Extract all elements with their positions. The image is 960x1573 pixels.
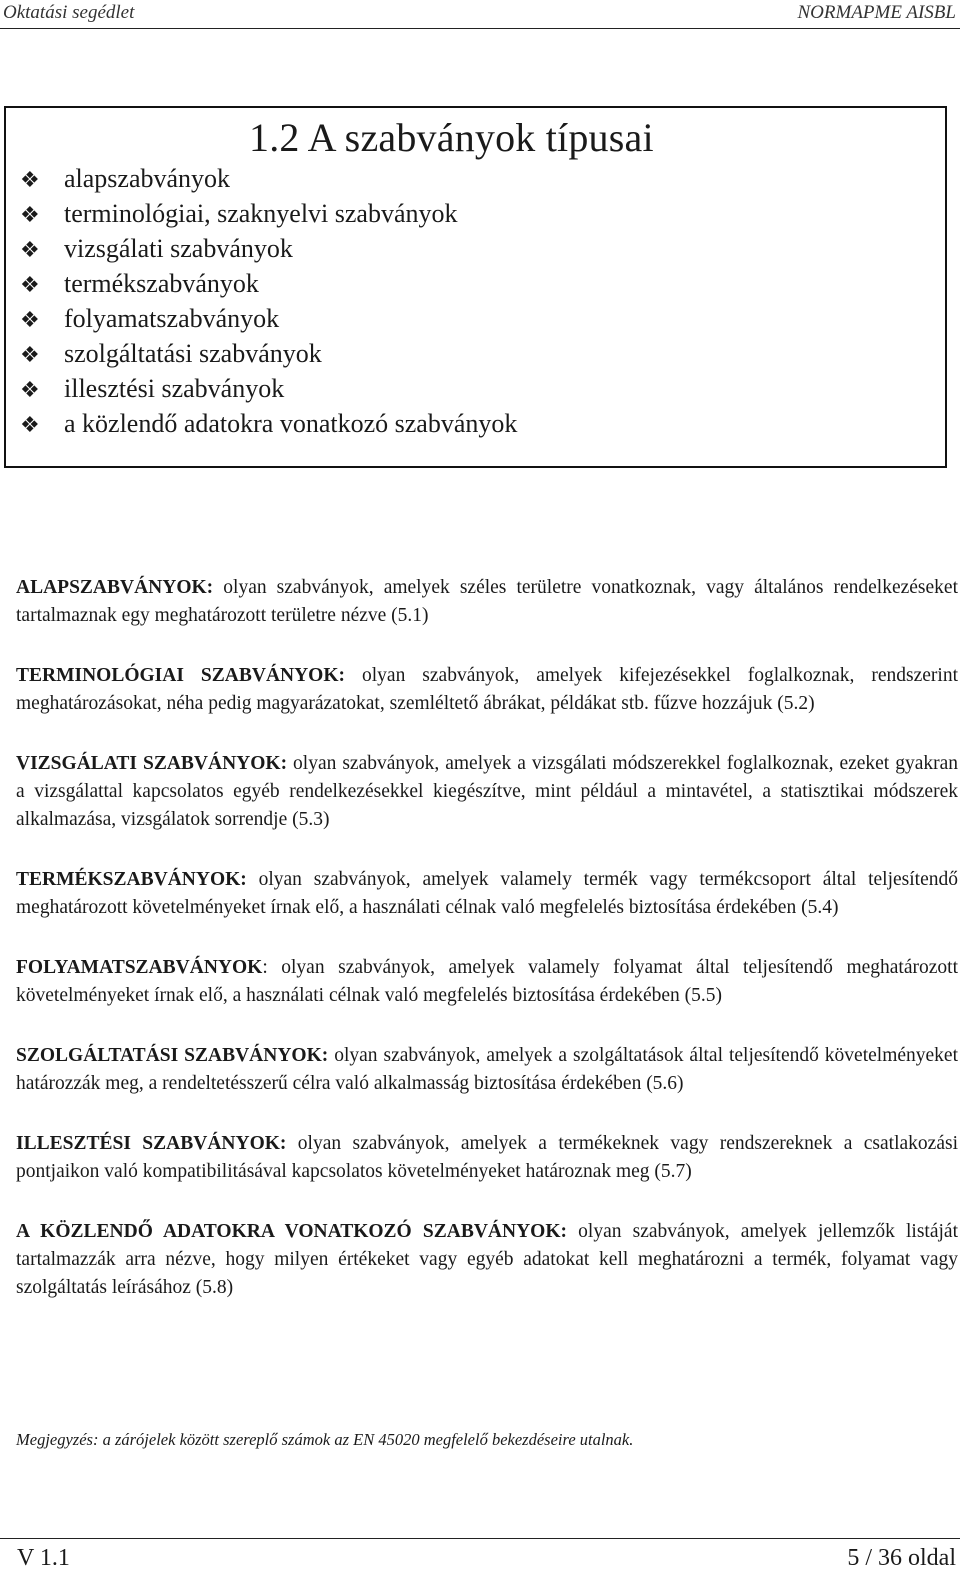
page-number: 5 / 36 oldal bbox=[847, 1545, 956, 1571]
diamond-bullet-icon: ❖ bbox=[20, 307, 40, 332]
diamond-bullet-icon: ❖ bbox=[20, 202, 40, 227]
definition-paragraph: ALAPSZABVÁNYOK: olyan szabványok, amelyek széles területre vonatkoznak, vagy általános rendelkezéseket tartalmaznak egy meghatározott területre nézve (5.1) bbox=[16, 577, 958, 626]
definition-paragraph: FOLYAMATSZABVÁNYOK: olyan szabványok, amelyek valamely folyamat által teljesítendő meghatározott követelményeket írnak elő, a használati célnak való megfelelés biztosítása érdekében (5.5) bbox=[16, 957, 958, 1006]
section-title: 1.2 A szabványok típusai bbox=[249, 115, 654, 160]
diamond-bullet-icon: ❖ bbox=[20, 412, 40, 437]
definition-paragraph: VIZSGÁLATI SZABVÁNYOK: olyan szabványok, amelyek a vizsgálati módszerekkel foglalkoznak, ezeket gyakran a vizsgálattal kapcsolatos egyéb rendelkezésekkel kiegészítve, mint például a mintavétel, a statisztikai módszerek alkalmazása, vizsgálatok sorrendje (5.3) bbox=[16, 753, 958, 830]
definition-term: SZOLGÁLTATÁSI SZABVÁNYOK: bbox=[16, 1045, 329, 1066]
definition-paragraph: SZOLGÁLTATÁSI SZABVÁNYOK: olyan szabványok, amelyek a szolgáltatások által teljesítendő követelményeket határozzák meg, a rendeltetésszerű célra való alkalmasság biztosítása érdekében (5.6) bbox=[16, 1045, 958, 1094]
header-left-text: Oktatási segédlet bbox=[3, 2, 135, 23]
definition-term: ALAPSZABVÁNYOK: bbox=[16, 577, 214, 598]
list-item: ❖ illesztési szabványok bbox=[20, 371, 517, 406]
definition-term: TERMÉKSZABVÁNYOK: bbox=[16, 869, 247, 890]
definition-term: FOLYAMATSZABVÁNYOK bbox=[16, 957, 263, 978]
list-item: ❖ terminológiai, szaknyelvi szabványok bbox=[20, 196, 517, 231]
definition-term: A KÖZLENDŐ ADATOKRA VONATKOZÓ SZABVÁNYOK: bbox=[16, 1221, 567, 1242]
diamond-bullet-icon: ❖ bbox=[20, 342, 40, 367]
definition-term: ILLESZTÉSI SZABVÁNYOK: bbox=[16, 1133, 287, 1154]
definitions-section bbox=[16, 574, 958, 1302]
definition-term: VIZSGÁLATI SZABVÁNYOK: bbox=[16, 753, 288, 774]
list-item: ❖ a közlendő adatokra vonatkozó szabványok bbox=[20, 406, 517, 441]
definition-paragraph: TERMINOLÓGIAI SZABVÁNYOK: olyan szabványok, amelyek kifejezésekkel foglalkoznak, rendszerint meghatározásokat, néha pedig magyarázatokat, szemléltető ábrákat, példákat stb. fűzve hozzájuk (5.2) bbox=[16, 665, 958, 714]
page-footer bbox=[0, 1538, 960, 1573]
diamond-bullet-icon: ❖ bbox=[20, 272, 40, 297]
definition-paragraph: A KÖZLENDŐ ADATOKRA VONATKOZÓ SZABVÁNYOK: olyan szabványok, amelyek jellemzők listáját tartalmazzák arra nézve, hogy milyen értékeket vagy egyéb adatokat kell meghatározni a termék, folyamat vagy szolgáltatás leírásához (5.8) bbox=[16, 1221, 958, 1298]
standard-types-list bbox=[20, 161, 517, 441]
definition-term: TERMINOLÓGIAI SZABVÁNYOK: bbox=[16, 665, 346, 686]
list-item: ❖ alapszabványok bbox=[20, 161, 517, 196]
diamond-bullet-icon: ❖ bbox=[20, 237, 40, 262]
list-item: ❖ szolgáltatási szabványok bbox=[20, 336, 517, 371]
definition-paragraph: TERMÉKSZABVÁNYOK: olyan szabványok, amelyek valamely termék vagy termékcsoport által teljesítendő meghatározott követelményeket írnak elő, a használati célnak való megfelelés biztosítása érdekében (5.4) bbox=[16, 869, 958, 918]
standard-types-box bbox=[4, 106, 947, 468]
header-right-text: NORMAPME AISBL bbox=[797, 2, 956, 23]
list-item: ❖ termékszabványok bbox=[20, 266, 517, 301]
page-header bbox=[0, 2, 960, 29]
version-label: V 1.1 bbox=[17, 1545, 70, 1571]
definition-paragraph: ILLESZTÉSI SZABVÁNYOK: olyan szabványok, amelyek a termékeknek vagy rendszereknek a csatlakozási pontjaikon való kompatibilitásával kapcsolatos követelményeket határoznak meg (5.7) bbox=[16, 1133, 958, 1182]
diamond-bullet-icon: ❖ bbox=[20, 377, 40, 402]
list-item: ❖ folyamatszabványok bbox=[20, 301, 517, 336]
diamond-bullet-icon: ❖ bbox=[20, 167, 40, 192]
footnote: Megjegyzés: a zárójelek között szereplő számok az EN 45020 megfelelő bekezdéseire utalnak. bbox=[16, 1430, 634, 1449]
list-item: ❖ vizsgálati szabványok bbox=[20, 231, 517, 266]
